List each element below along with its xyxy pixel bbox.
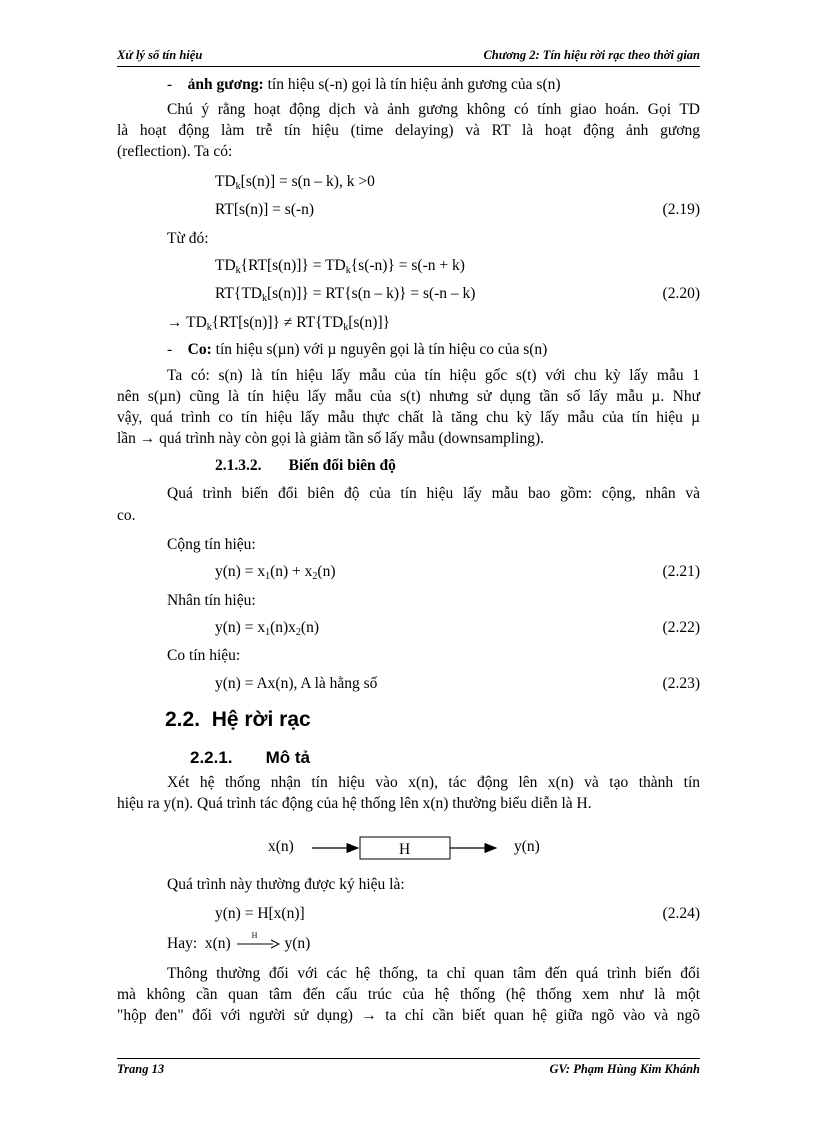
paragraph-line: co. bbox=[117, 507, 136, 524]
hay-line bbox=[167, 931, 311, 953]
label-cong: Cộng tín hiệu: bbox=[167, 536, 256, 553]
h-arrow-icon bbox=[235, 931, 281, 951]
term-co: Co: bbox=[187, 341, 212, 358]
equation-number: (2.20) bbox=[662, 285, 700, 302]
page-header bbox=[117, 48, 700, 67]
paragraph-line: vậy, quá trình co tín hiệu lấy mẫu thực chất là tăng chu kỳ lấy mẫu của tín hiệu µ bbox=[117, 409, 700, 426]
term-mirror: ảnh gương: bbox=[187, 76, 264, 93]
h-arrow-label: H bbox=[251, 931, 258, 941]
bullet-dash: - bbox=[167, 341, 173, 358]
paragraph-line: Chú ý rằng hoạt động dịch và ảnh gương không có tính giao hoán. Gọi TD bbox=[167, 101, 700, 118]
header-book-title: Xử lý số tín hiệu bbox=[117, 48, 203, 62]
paragraph-line: Xét hệ thống nhận tín hiệu vào x(n), tác động lên x(n) và tạo thành tín bbox=[167, 774, 700, 791]
equation-number: (2.23) bbox=[662, 675, 700, 692]
paragraph-line: Quá trình này thường được ký hiệu là: bbox=[167, 876, 405, 893]
footer-page-number: Trang 13 bbox=[117, 1062, 165, 1076]
label-nhan: Nhân tín hiệu: bbox=[167, 592, 256, 609]
paragraph-line: Quá trình biến đổi biên độ của tín hiệu lấy mẫu bao gồm: cộng, nhân và bbox=[167, 485, 700, 502]
bullet-dash: - bbox=[167, 76, 173, 93]
mirror-definition bbox=[167, 76, 561, 94]
header-chapter-title: Chương 2: Tín hiệu rời rạc theo thời gian bbox=[483, 48, 700, 62]
hay-output: y(n) bbox=[284, 935, 311, 952]
paragraph-line: lần → quá trình này còn gọi là giảm tần số lấy mẫu (downsampling). bbox=[117, 430, 545, 447]
equation-rt: RT[s(n)] = s(-n) bbox=[215, 201, 315, 218]
equation-number: (2.24) bbox=[662, 905, 700, 922]
co-text: tín hiệu s(µn) với µ nguyên gọi là tín hiệu co của s(n) bbox=[211, 341, 548, 358]
diagram-system-box-label: H bbox=[399, 841, 411, 858]
hay-label: Hay: bbox=[167, 935, 198, 952]
equation-td: $TD_k[s(n)] = s(n - k)$, k >0 bbox=[215, 173, 375, 192]
diagram-output-label: y(n) bbox=[514, 838, 540, 855]
paragraph-line: (reflection). Ta có: bbox=[117, 143, 233, 160]
paragraph-line: Thông thường đối với các hệ thống, ta chỉ quan tâm đến quá trình biến đổi bbox=[167, 965, 700, 982]
section-heading-2-1-3-2: 2.1.3.2. Biến đổi biên độ bbox=[215, 457, 396, 474]
label-co-tin-hieu: Co tín hiệu: bbox=[167, 647, 241, 664]
equation-number: (2.19) bbox=[662, 201, 700, 218]
equation-product: $y(n) = x_1(n)x_2(n)$ bbox=[215, 619, 319, 638]
paragraph-line: "hộp đen" đối với người sử dụng) → ta chỉ cần biết quan hệ giữa ngõ vào và ngõ bbox=[117, 1007, 700, 1024]
inequality-line: → $TD_k\{RT[s(n)]\} \ne RT\{TD_k[s(n)]\}$ bbox=[167, 314, 391, 333]
paragraph-line: Ta có: s(n) là tín hiệu lấy mẫu của tín hiệu gốc s(t) với chu kỳ lấy mẫu 1 bbox=[167, 367, 700, 384]
equation-scale: y(n) = Ax(n), A là hằng số bbox=[215, 675, 378, 692]
equation-sum: $y(n) = x_1(n) + x_2(n)$ bbox=[215, 563, 336, 582]
equation-system: y(n) = H[x(n)] bbox=[215, 905, 305, 922]
paragraph-line: là hoạt động làm trễ tín hiệu (time delaying) và RT là hoạt động ảnh gương bbox=[117, 122, 700, 139]
hay-input: x(n) bbox=[204, 935, 231, 952]
paragraph-line: Từ đó: bbox=[167, 230, 209, 247]
footer-author: GV: Phạm Hùng Kim Khánh bbox=[549, 1062, 700, 1076]
equation-rt-td: $RT\{TD_k[s(n)]\} = RT\{s(n - k)\} = s(-n - k)$ bbox=[215, 285, 476, 304]
paragraph-line: mà không cần quan tâm đến cấu trúc của hệ thống (hệ thống xem như là một bbox=[117, 986, 700, 1003]
paragraph-line: hiệu ra y(n). Quá trình tác động của hệ thống lên x(n) thường biểu diễn là H. bbox=[117, 795, 592, 812]
paragraph-line: nên s(µn) cũng là tín hiệu lấy mẫu của s(t) nhưng sử dụng tần số lấy mẫu µ. Như bbox=[117, 388, 700, 405]
section-heading-2-2: 2.2. Hệ rời rạc bbox=[165, 708, 311, 731]
page-footer bbox=[117, 1058, 700, 1077]
arrow-right-icon: → bbox=[167, 314, 183, 331]
section-heading-2-2-1: 2.2.1. Mô tả bbox=[190, 748, 310, 767]
co-definition bbox=[167, 341, 547, 359]
diagram-input-label: x(n) bbox=[268, 838, 294, 855]
system-block-diagram bbox=[260, 832, 560, 866]
equation-td-rt: $TD_k\{RT[s(n)]\} = TD_k\{s(-n)\} = s(-n + k)$ bbox=[215, 257, 465, 276]
equation-number: (2.21) bbox=[662, 563, 700, 580]
equation-number: (2.22) bbox=[662, 619, 700, 636]
mirror-text: tín hiệu s(-n) gọi là tín hiệu ảnh gương của s(n) bbox=[263, 76, 561, 93]
